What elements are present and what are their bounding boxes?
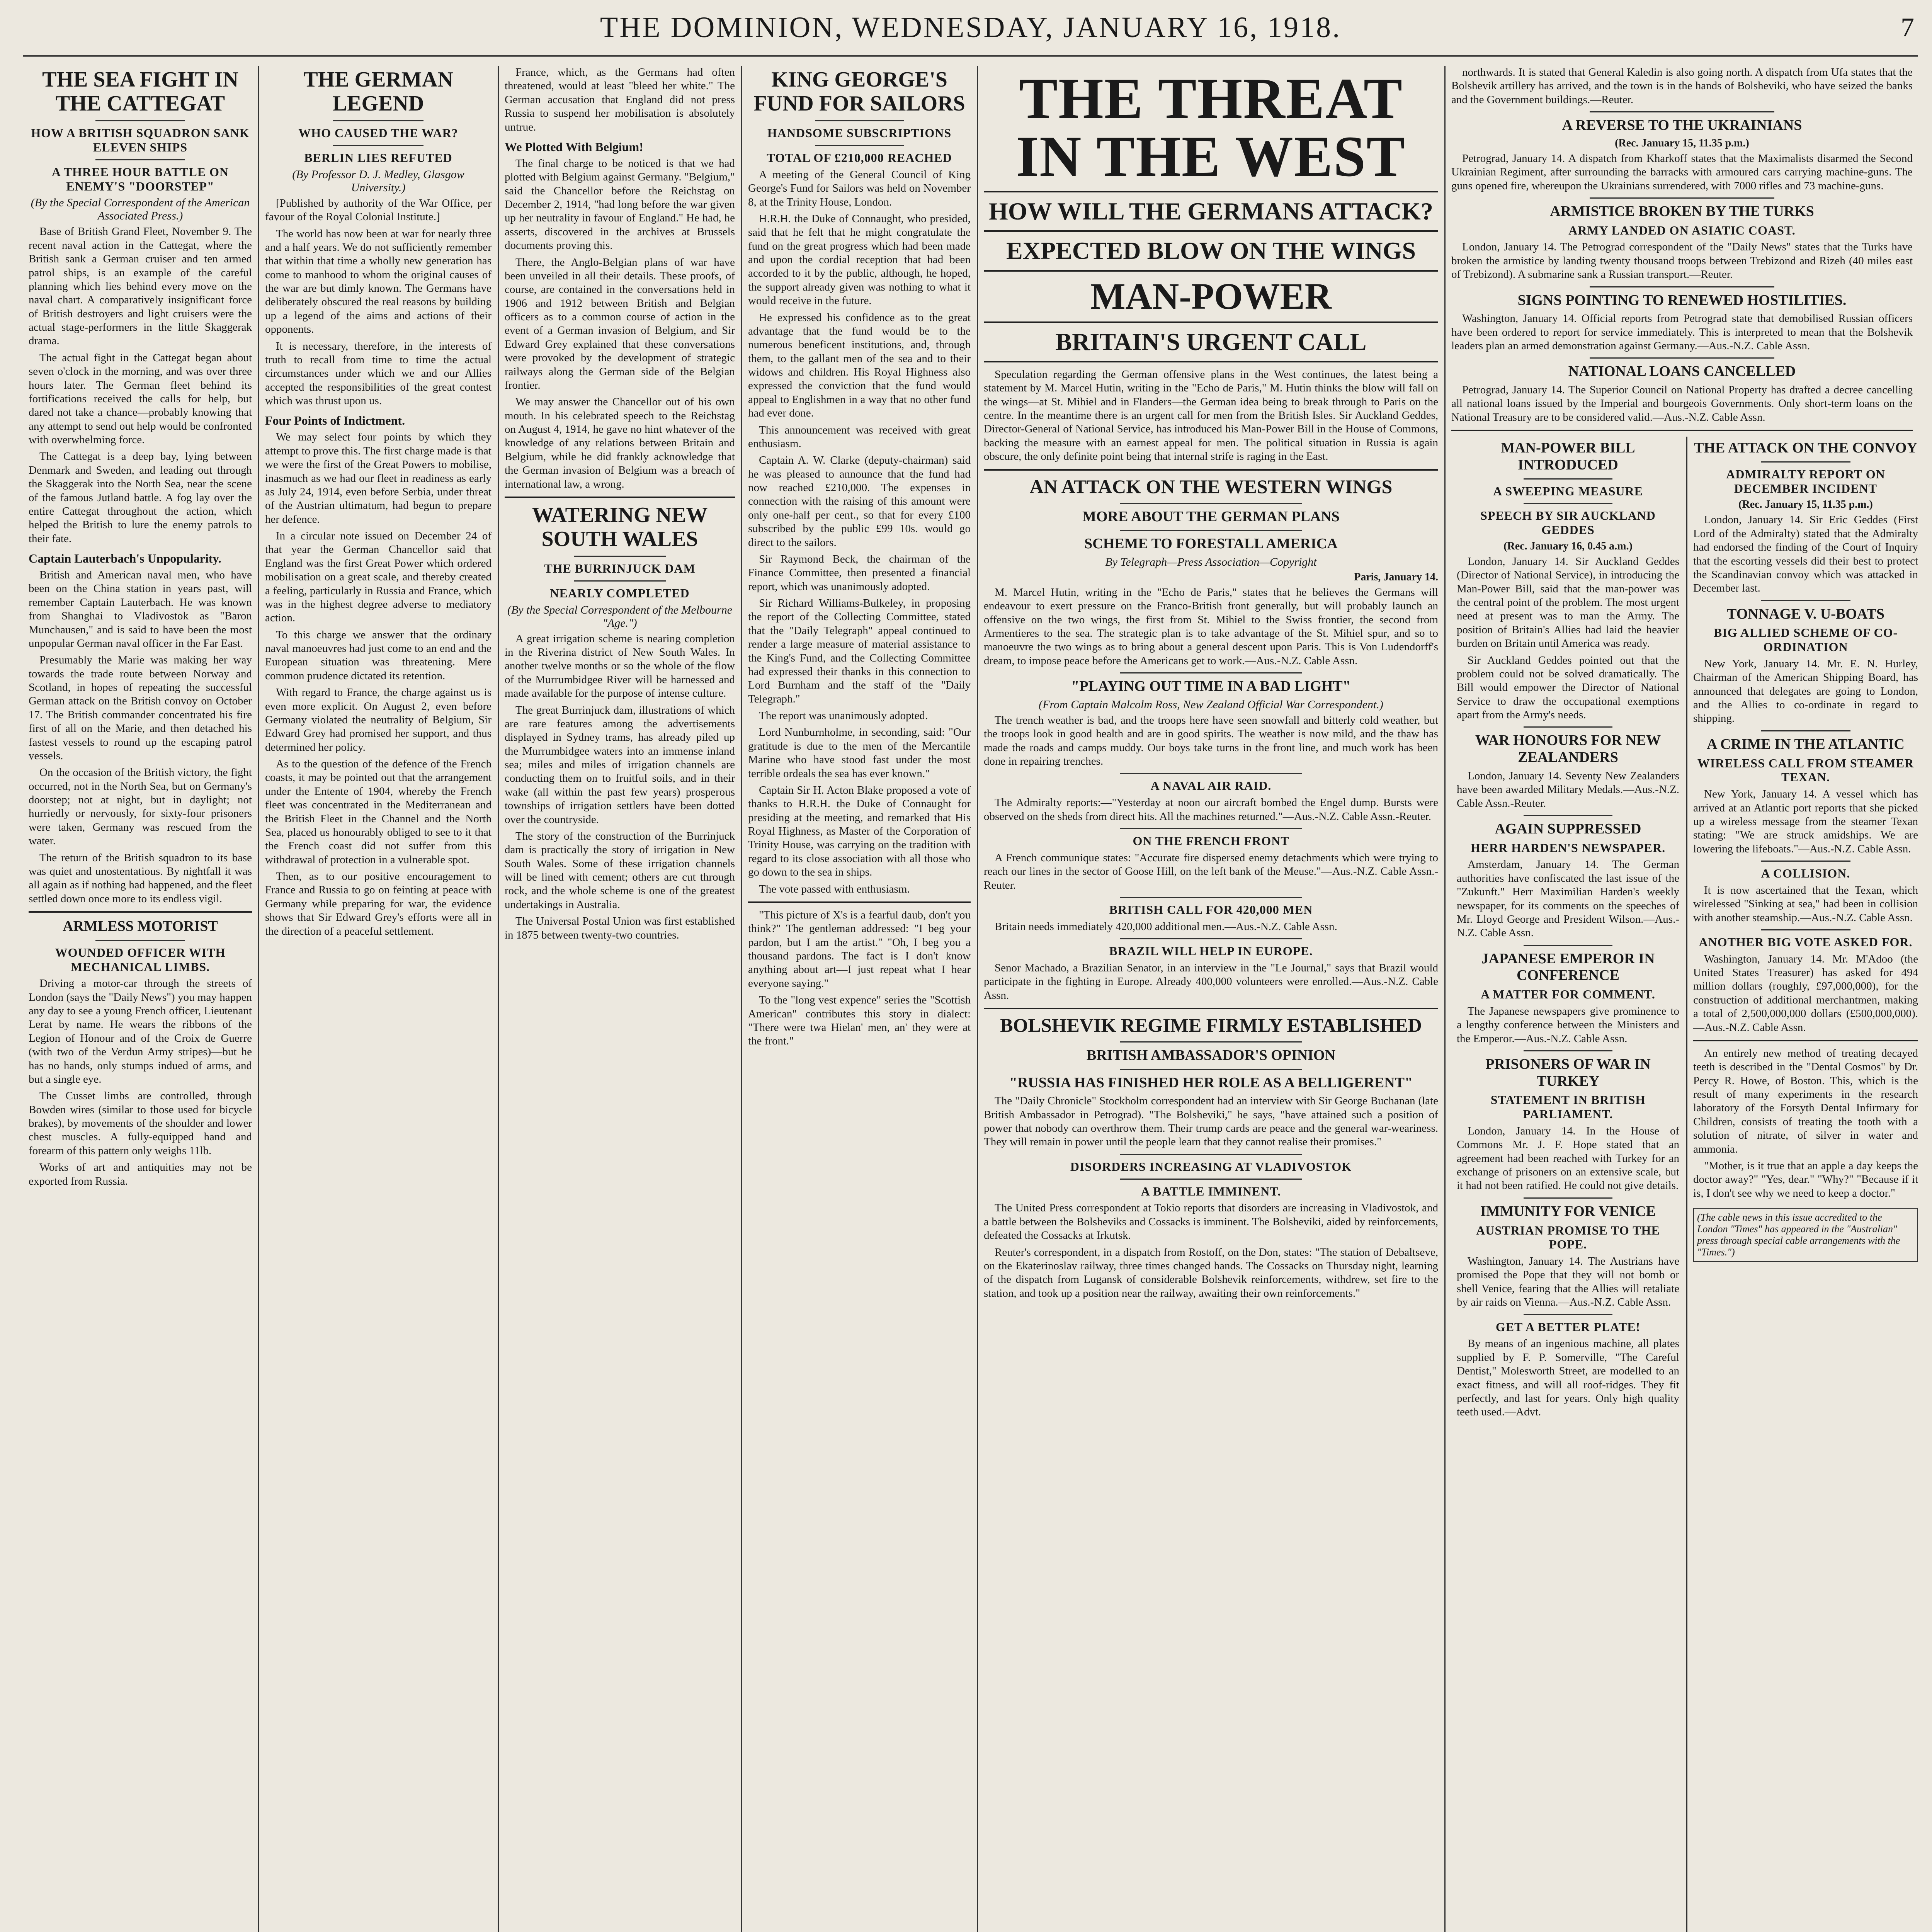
headline-threat-in-west: THE THREAT IN THE WEST bbox=[1016, 66, 1406, 189]
paragraph: Captain Sir H. Acton Blake proposed a vote of thanks to H.R.H. the Duke of Connaught for presiding at the meeting, and remarked that His Royal Highness, as Master of the Corporation of Trinity House, was carrying on the tradition with regard to its close association with all those who go down to the sea in ships. bbox=[748, 784, 971, 879]
paragraph: It is necessary, therefore, in the interests of truth to recall from time to time the actual circumstances under which we and our Allies accepted the responsibilities of the great contest which was thrust upon us. bbox=[265, 340, 492, 407]
paragraph: The vote passed with enthusiasm. bbox=[759, 883, 910, 895]
subhead: "RUSSIA HAS FINISHED HER ROLE AS A BELLIGERENT" bbox=[1009, 1074, 1413, 1091]
subhead: A MATTER FOR COMMENT. bbox=[1481, 987, 1655, 1002]
paragraph: In a circular note issued on December 24 of that year the German Chancellor said that England was the first Great Power which ordered mobilisation on a great scale, and thereby created a feeling, particularly in Russia and France, which was in the highest degree adverse to mediatory action. bbox=[265, 530, 492, 624]
paragraph: The great Burrinjuck dam, illustrations of which are rare features among the advertisements displayed in Sydney trams, has already piled up the Murrumbidgee waters into an immense inland sea; miles and miles of irrigation channels are conducting them on to fruitful soils, and in their wake (all within the past few years) prosperous townships of irrigation settlers have been dotted over the countryside. bbox=[505, 704, 735, 826]
subhead: A SWEEPING MEASURE bbox=[1493, 484, 1643, 498]
section-heading: Four Points of Indictment. bbox=[265, 413, 405, 428]
subhead: WIRELESS CALL FROM STEAMER TEXAN. bbox=[1697, 756, 1914, 784]
headline-reverse-ukrainians: A REVERSE TO THE UKRAINIANS bbox=[1562, 117, 1802, 134]
paragraph: An entirely new method of treating decayed teeth is described in the "Dental Cosmos" by Dr. Percy R. Howe, of Boston. This, which is the result of many experiments in the research laboratory of the Forsyth Dental Infirmary for Children, consists of treating the tooth with a solution of nitrate, of silver in water and ammonia. bbox=[1693, 1047, 1918, 1155]
summary-paragraph: Speculation regarding the German offensive plans in the West continues, the latest being a statement by M. Marcel Hutin, writing in the "Echo de Paris," M. Hutin thinks the blow will fall on the wings—at St. Mihiel and in Flanders—the German idea being to break through to Paris on the centre. In the meantime there is an urgent call for men from the British Isles. Sir Auckland Geddes, Director-General of National Service, has introduced his Man-Power Bill in the House of Commons, backing the measure with an earnest appeal for men. The political situation in Russia is again obscure, the only definite point being that internal strife is raging in the East. bbox=[984, 368, 1438, 463]
paragraph: Washington, January 14. The Austrians have promised the Pope that they will not bomb or shell Venice, fearing that the Allies will retaliate by air raids on Vienna.—Aus.-N.Z. Cable Assn. bbox=[1457, 1255, 1679, 1309]
paragraph: As to the question of the defence of the French coasts, it may be pointed out that the arrangement under the Entente of 1904, whereby the French fleet was concentrated in the Mediterranean and the British Fleet in the Channel and the North Sea, placed us honourably obliged to see to it that the French coast did not suffer from this withdrawal of protection in a vulnerable spot. bbox=[265, 758, 492, 866]
subhead: HOW A BRITISH SQUADRON SANK ELEVEN SHIPS bbox=[31, 126, 250, 154]
subhead: SCHEME TO FORESTALL AMERICA bbox=[1084, 536, 1338, 552]
column-rule bbox=[977, 66, 978, 1932]
subhead: BRITISH AMBASSADOR'S OPINION bbox=[1086, 1047, 1336, 1063]
sub-columns bbox=[1451, 437, 1918, 1932]
paragraph: A French communique states: "Accurate fire dispersed enemy detachments which were trying to reach our lines in the sector of Goose Hill, on the left bank of the Meuse."—Aus.-N.Z. Cable Assn.-Reuter. bbox=[984, 851, 1438, 891]
paragraph: Britain needs immediately 420,000 additional men.—Aus.-N.Z. Cable Assn. bbox=[995, 920, 1337, 933]
paragraph: Sir Auckland Geddes pointed out that the problem could not be solved dramatically. The Bill would empower the Director of National Service to draw the occupational exemptions apart from the Army's needs. bbox=[1457, 654, 1679, 721]
masthead bbox=[23, 9, 1918, 57]
headline-immunity-venice: IMMUNITY FOR VENICE bbox=[1480, 1203, 1656, 1219]
headline-war-honours: WAR HONOURS FOR NEW ZEALANDERS bbox=[1475, 732, 1661, 766]
dateline: (Rec. January 16, 0.45 a.m.) bbox=[1503, 540, 1633, 552]
subhead-man-power: MAN-POWER bbox=[1090, 275, 1332, 317]
column-rule bbox=[498, 66, 499, 1932]
headline-tonnage-u-boats: TONNAGE V. U-BOATS bbox=[1727, 605, 1884, 622]
column-4 bbox=[743, 66, 976, 1932]
subhead: EXPECTED BLOW ON THE WINGS bbox=[1006, 237, 1416, 265]
byline: (By Professor D. J. Medley, Glasgow University.) bbox=[292, 168, 464, 194]
column-7-8 bbox=[1446, 66, 1918, 1932]
paragraph: France, which, as the Germans had often threatened, would at least "bleed her white." The German accusation that England did not press Russia to suspend her mobilisation is absolutely untrue. bbox=[505, 66, 735, 133]
paragraph: Washington, January 14. Official reports from Petrograd state that demobilised Russian officers have been ordered to report for service immediately. This is interpreted to mean that the Bolshevik leaders plan an armed demonstration against Germany.—Aus.-N.Z. Cable Assn. bbox=[1451, 312, 1913, 352]
paragraph: Senor Machado, a Brazilian Senator, in an interview in the "Le Journal," says that Brazil would participate in the fighting in Europe. Already 400,000 volunteers were enrolled.—Aus.-N.Z. Cable Assn. bbox=[984, 961, 1438, 1002]
headline-vladivostok: DISORDERS INCREASING AT VLADIVOSTOK bbox=[1070, 1159, 1352, 1173]
paragraph: He expressed his confidence as to the great advantage that the fund would be to the numerous beneficent institutions, and, through them, to the gallant men of the sea and to their widows and children. His Royal Highness also expressed the conviction that the fund would appeal to Englishmen in a way that no other fund had ever done. bbox=[748, 311, 971, 420]
byline: (From Captain Malcolm Ross, New Zealand Official War Correspondent.) bbox=[1039, 698, 1383, 711]
paragraph: M. Marcel Hutin, writing in the "Echo de Paris," states that he believes the Germans will endeavour to exert pressure on the Franco-British front generally, but will probably launch an offensive on the two wings, the first from St. Mihiel to the Swiss frontier, the second from Armentieres to the sea. The strategic plan is to take advantage of the St. Mihiel spur, and so to manoeuvre the two wings as to bring about a general descent upon Paris. This is Von Ludendorff's dream, to impose peace before the Americans get to work.—Aus.-N.Z. Cable Assn. bbox=[984, 586, 1438, 667]
subhead: STATEMENT IN BRITISH PARLIAMENT. bbox=[1490, 1093, 1646, 1121]
paragraph: Sir Raymond Beck, the chairman of the Finance Committee, then presented a financial report, which was unanimously adopted. bbox=[748, 553, 971, 593]
subhead: WHO CAUSED THE WAR? bbox=[298, 126, 458, 140]
paragraph: This announcement was received with great enthusiasm. bbox=[748, 423, 971, 450]
headline-british-call: BRITISH CALL FOR 420,000 MEN bbox=[1109, 902, 1313, 917]
headline-sea-fight: THE SEA FIGHT IN THE CATTEGAT bbox=[42, 68, 238, 116]
paragraph: Base of British Grand Fleet, November 9. The recent naval action in the Cattegat, where the British sank a German cruiser and ten armed patrol ships, is an example of the careful planning which lies behind every move on the naval chart. A comparatively insignificant force of British destroyers and light cruisers were the actual stage-performers in the little Skaggerak drama. bbox=[29, 225, 252, 347]
dateline: Paris, January 14. bbox=[1354, 571, 1438, 583]
paragraph: The world has now been at war for nearly three and a half years. We do not sufficiently remember that within that time a wholly new generation has come to manhood to whom the original causes of the war are but dimly known. The Germans have deliberately obscured the real reasons by building up a legend of the aims and actions of their opponents. bbox=[265, 227, 492, 336]
paragraph: Petrograd, January 14. A dispatch from Kharkoff states that the Maximalists disarmed the Second Ukrainian Regiment, after surrounding the barracks with armoured cars carrying machine-guns. The guns opened fire, whereupon the Ukrainians surrendered, with 7000 rifles and 73 machine-guns. bbox=[1451, 152, 1913, 192]
page-number: 7 bbox=[1901, 13, 1914, 43]
headline-watering-nsw: WATERING NEW SOUTH WALES bbox=[532, 503, 708, 551]
paragraph: The Universal Postal Union was first established in 1875 between twenty-two countries. bbox=[505, 915, 735, 941]
subhead: BIG ALLIED SCHEME OF CO-ORDINATION bbox=[1713, 626, 1898, 654]
paragraph: London, January 14. Sir Auckland Geddes (Director of National Service), in introducing the Man-Power Bill, said that the man-power was the central point of the problem. The most urgent need at present was to man the Army. The position of Britain's Allies had laid the heavier burden on Britain until America was ready. bbox=[1457, 555, 1679, 650]
paragraph: To this charge we answer that the ordinary naval manoeuvres had just come to an end and the European situation was threatening. Mere common prudence dictated its retention. bbox=[265, 628, 492, 682]
paragraph: Reuter's correspondent, in a dispatch from Rostoff, on the Don, states: "The station of Debaltseve, on the Ekaterinoslav railway, three times changed hands. The Cossacks on Thursday night, learning of the dispatch from Lugansk of considerable Bolshevik reinforcements, withdrew, set fire to the station, and took up a position near the railway, awaiting their own reinforcements." bbox=[984, 1246, 1438, 1299]
column-1 bbox=[23, 66, 257, 1932]
headline-man-power-bill: MAN-POWER BILL INTRODUCED bbox=[1501, 440, 1635, 473]
paragraph: The report was unanimously adopted. bbox=[759, 709, 928, 722]
paragraph: We may select four points by which they attempt to prove this. The first charge made is that we were the first of the Great Powers to mobilise, inasmuch as we had our fleet in readiness as early as July 24, 1914, even before Serbia, under threat of the Austrian ultimatum, had begun to prepare her defence. bbox=[265, 431, 492, 526]
paragraph: Works of art and antiquities may not be exported from Russia. bbox=[29, 1161, 252, 1187]
subhead: NEARLY COMPLETED bbox=[550, 586, 690, 600]
subhead: HOW WILL THE GERMANS ATTACK? bbox=[989, 197, 1433, 225]
paragraph: Sir Richard Williams-Bulkeley, in proposing the report of the Collecting Committee, stated that the "Daily Telegraph" appeal continued to render a large measure of material assistance to the King's Fund, and the Collecting Committee had expressed their thanks in this connection to Lord Burnham and the staff of the "Daily Telegraph." bbox=[748, 597, 971, 705]
headline-big-vote: ANOTHER BIG VOTE ASKED FOR. bbox=[1699, 935, 1913, 949]
subhead: THE BURRINJUCK DAM bbox=[544, 561, 696, 576]
column-rule bbox=[1444, 66, 1446, 1932]
paragraph: A great irrigation scheme is nearing completion in the Riverina district of New South Wales. In another twelve months or so the whole of the flow of the Murrumbidgee River will be harnessed and made available for the purpose of intense culture. bbox=[505, 632, 735, 700]
byline: (By the Special Correspondent of the American Associated Press.) bbox=[31, 196, 250, 223]
headline-naval-air-raid: A NAVAL AIR RAID. bbox=[1150, 779, 1272, 793]
paragraph: "Mother, is it true that an apple a day keeps the doctor away?" "Yes, dear." "Why?" "Because if it is, I don't see why we need to keep a doctor." bbox=[1693, 1159, 1918, 1199]
column-3 bbox=[499, 66, 740, 1932]
paragraph: New York, January 14. A vessel which has arrived at an Atlantic port reports that she picked up a wireless message from the steamer Texan stating: "We are struck amidships. We are lowering the lifeboats."—Aus.-N.Z. Cable Assn. bbox=[1693, 788, 1918, 855]
headline-armless-motorist: ARMLESS MOTORIST bbox=[63, 918, 218, 935]
headline-japanese-emperor: JAPANESE EMPEROR IN CONFERENCE bbox=[1481, 950, 1655, 984]
headline-attack-on-convoy: THE ATTACK ON THE CONVOY bbox=[1694, 440, 1917, 456]
headline-prisoners-turkey: PRISONERS OF WAR IN TURKEY bbox=[1485, 1056, 1651, 1089]
paragraph: It is now ascertained that the Texan, which wirelessed "Sinking at sea," had been in collision with another steamship.—Aus.-N.Z. Cable Assn. bbox=[1693, 884, 1918, 924]
headline-bolshevik-regime: BOLSHEVIK REGIME FIRMLY ESTABLISHED bbox=[1000, 1014, 1422, 1036]
paragraph: New York, January 14. Mr. E. N. Hurley, Chairman of the American Shipping Board, has announced that delegates are going to London, and the Allies to co-ordinate in regard to shipping. bbox=[1693, 657, 1918, 725]
byline: (By the Special Correspondent of the Melbourne "Age.") bbox=[507, 603, 733, 629]
paragraph: London, January 14. In the House of Commons Mr. J. F. Hope stated that an agreement had been reached with Turkey for an exchange of prisoners on an extensive scale, but it had not been ratified. He could not give details. bbox=[1457, 1124, 1679, 1192]
paragraph: The story of the construction of the Burrinjuck dam is practically the story of irrigation in New South Wales. Some of these irrigation channels will be lined with cement; others are cut through rock, and the whole scheme is one of the greatest undertakings in Australia. bbox=[505, 830, 735, 911]
paragraph: British and American naval men, who have been on the China station in years past, will remember Captain Lauterbach. He was known from Shanghai to Vladivostok as "Baron Munchausen," and is said to have been the most unpopular German naval officer in the Far East. bbox=[29, 569, 252, 650]
paragraph: The Cattegat is a deep bay, lying between Denmark and Sweden, and leading out through the Skaggerak into the North Sea, near the scene of the famous Jutland battle. A fog lay over the entire Cattegat throughout the action, which helped the British to lure the enemy patrols to their fate. bbox=[29, 450, 252, 545]
dateline: (Rec. January 15, 11.35 p.m.) bbox=[1738, 498, 1873, 511]
headline-again-suppressed: AGAIN SUPPRESSED bbox=[1495, 820, 1641, 837]
paragraph: northwards. It is stated that General Kaledin is also going north. A dispatch from Ufa states that the Bolshevik artillery has arrived, and the town is in the hands of Bolsheviki, who have seized the banks and the Government buildings.—Reuter. bbox=[1451, 66, 1913, 106]
paragraph: "This picture of X's is a fearful daub, don't you think?" The gentleman addressed: "I beg your pardon, but I am the artist." "Oh, I beg you a thousand pardons. The fact is I don't know anything about art—I just repeat what I hear everyone saying." bbox=[748, 908, 971, 990]
paragraph: London, January 14. The Petrograd correspondent of the "Daily News" states that the Turks have broken the armistice by landing twenty thousand troops between Trebizond and Rizeh (40 miles east of Trebizond). A submarine sank a Russian transport.—Reuter. bbox=[1451, 241, 1913, 281]
subhead: ADMIRALTY REPORT ON DECEMBER INCIDENT bbox=[1726, 467, 1885, 495]
subhead: MORE ABOUT THE GERMAN PLANS bbox=[1082, 508, 1340, 525]
paragraph: Petrograd, January 14. The Superior Council on National Property has drafted a decree cancelling all national loans issued by the Imperial and bourgeois Governments. Only short-term loans on the National Treasury are to be considered valid.—Aus.-N.Z. Cable Assn. bbox=[1451, 384, 1913, 423]
headline-renewed-hostilities: SIGNS POINTING TO RENEWED HOSTILITIES. bbox=[1517, 292, 1847, 308]
paragraph: The Japanese newspapers give prominence to a lengthy conference between the Ministers and the Emperor.—Aus.-N.Z. Cable Assn. bbox=[1457, 1005, 1679, 1045]
headline-national-loans: NATIONAL LOANS CANCELLED bbox=[1568, 363, 1796, 380]
paragraph: Captain A. W. Clarke (deputy-chairman) said he was pleased to announce that the fund had now reached £210,000. The expenses in connection with the raising of this amount were only one-half per cent., so that for every £100 subscribed by the public £99 10s. would go direct to the sailors. bbox=[748, 454, 971, 549]
paragraph: The Admiralty reports:—"Yesterday at noon our aircraft bombed the Engel dump. Bursts were observed on the sheds from direct hits. All the machines returned."—Aus.-N.Z. Cable Assn.-Reuter. bbox=[984, 796, 1438, 823]
column-rule bbox=[741, 66, 742, 1932]
advertisement: By means of an ingenious machine, all plates supplied by F. P. Somerville, "The Careful Dentist," Molesworth Street, are modelled to an exact fitness, and will all roof-ridges. They fit perfectly, and last for years. Only high quality teeth used.—Advt. bbox=[1457, 1337, 1679, 1418]
paragraph: The actual fight in the Cattegat began about seven o'clock in the morning, and was over three hours later. The German fleet behind its fortifications received the calls for help, but dared not take a chance—probably knowing that any attempt to send out help would be confronted with overwhelming force. bbox=[29, 351, 252, 446]
paragraph: To the "long vest expence" series the "Scottish American" contributes this story in dialect: "There were twa Hielan' men, an' they were at the front." bbox=[748, 994, 971, 1048]
paragraph: The Cusset limbs are controlled, through Bowden wires (similar to those used for bicycle brakes), by movements of the shoulder and lower chest muscles. A fully-equipped hand and forearm of this pattern only weighs 11lb. bbox=[29, 1090, 252, 1157]
headline-playing-out-time: "PLAYING OUT TIME IN A BAD LIGHT" bbox=[1071, 678, 1351, 695]
subhead: HERR HARDEN'S NEWSPAPER. bbox=[1470, 840, 1666, 855]
subhead: AUSTRIAN PROMISE TO THE POPE. bbox=[1476, 1223, 1660, 1252]
headline-armistice-broken: ARMISTICE BROKEN BY THE TURKS bbox=[1550, 203, 1814, 219]
paragraph: [Published by authority of the War Office, per favour of the Royal Colonial Institute.] bbox=[265, 197, 492, 223]
subhead: ARMY LANDED ON ASIATIC COAST. bbox=[1568, 223, 1796, 237]
feature-threat-in-the-west bbox=[978, 66, 1444, 1932]
paragraph: London, January 14. Sir Eric Geddes (First Lord of the Admiralty) stated that the Admiralty had endorsed the finding of the Court of Inquiry that the escorting vessels did their best to protect the Scandinavian convoy which was attacked in December last. bbox=[1693, 514, 1918, 595]
byline: By Telegraph—Press Association—Copyright bbox=[1105, 555, 1317, 568]
headline-attack-western-wings: AN ATTACK ON THE WESTERN WINGS bbox=[1029, 475, 1393, 497]
headline-king-georges-fund: KING GEORGE'S FUND FOR SAILORS bbox=[753, 68, 965, 116]
dateline: (Rec. January 15, 11.35 p.m.) bbox=[1615, 137, 1749, 149]
column-rule bbox=[1686, 437, 1687, 1932]
headline-brazil: BRAZIL WILL HELP IN EUROPE. bbox=[1109, 944, 1313, 958]
paragraph: H.R.H. the Duke of Connaught, who presided, said that he felt that he might congratulate the fund on the great progress which had been made and upon the cordial reception that had been accorded to it by the public, although, he hoped, the support already given was nothing to what it would receive in the future. bbox=[748, 212, 971, 307]
paragraph: Lord Nunburnholme, in seconding, said: "Our gratitude is due to the men of the Mercantile Marine who have stood fast under the most terrible ordeals the sea has ever known." bbox=[748, 726, 971, 780]
headline-french-front: ON THE FRENCH FRONT bbox=[1133, 833, 1289, 848]
paragraph: The United Press correspondent at Tokio reports that disorders are increasing in Vladivostok, and a battle between the Bolsheviks and Cossacks is imminent. The Bolsheviki, aided by reinforcements, defeated the Cossacks at Irkutsk. bbox=[984, 1202, 1438, 1242]
paragraph: On the occasion of the British victory, the fight occurred, not in the North Sea, but on Germany's doorstep; not at night, but in daylight; not hurriedly or nervously, for sixty-four prisoners were taken, Germany was rescued from the water. bbox=[29, 766, 252, 847]
paragraph: The "Daily Chronicle" Stockholm correspondent had an interview with Sir George Buchanan (late British Ambassador in Petrograd). "The Bolsheviki," he says, "have attained such a position of power that nobody can overthrow them. Their trump cards are peace and the general war-weariness. They will remain in power until the people learn that they cannot realise their promises." bbox=[984, 1095, 1438, 1148]
paragraph: Presumably the Marie was making her way towards the trade route between Norway and Scotland, in hopes of repeating the successful German attack on the British convoy on October 17. The British commander concentrated his fire first of all on the Marie, and then detached his fastest vessels to round up the escaping patrol vessels. bbox=[29, 654, 252, 762]
column-2 bbox=[260, 66, 497, 1932]
paragraph: A meeting of the General Council of King George's Fund for Sailors was held on November 8, at the Trinity House, London. bbox=[748, 168, 971, 208]
paragraph: The return of the British squadron to its base was quiet and unostentatious. By nightfall it was all again as if nothing had happened, and the fleet settled down once more to its endless vigil. bbox=[29, 851, 252, 905]
paragraph: The trench weather is bad, and the troops here have seen snowfall and bitterly cold weather, but the troops look in good health and are in good spirits. The weather is now mild, and the thaw has made the roads and camps muddy. Our boys take turns in the front line, and much work has been done in repairing trenches. bbox=[984, 714, 1438, 768]
subhead: HANDSOME SUBSCRIPTIONS bbox=[767, 126, 952, 140]
section-heading: We Plotted With Belgium! bbox=[505, 139, 643, 154]
column-7 bbox=[1451, 437, 1685, 1932]
headline-better-plate: GET A BETTER PLATE! bbox=[1495, 1320, 1641, 1334]
paragraph: Then, as to our positive encouragement to France and Russia to go on feinting at peace with Germany while preparing for war, the evidence shows that Sir Edward Grey's efforts were all in the direction of a peaceful settlement. bbox=[265, 870, 492, 937]
paragraph: Amsterdam, January 14. The German authorities have confiscated the last issue of the "Zukunft." Herr Maximilian Harden's weekly newspaper, for its comments on the speeches of Mr. Lloyd George and President Wilson.—Aus.-N.Z. Cable Assn. bbox=[1457, 858, 1679, 939]
column-8 bbox=[1688, 437, 1918, 1932]
subhead: A THREE HOUR BATTLE ON ENEMY'S "DOORSTEP" bbox=[51, 165, 229, 193]
masthead-title: THE DOMINION, WEDNESDAY, JANUARY 16, 1918. bbox=[600, 11, 1342, 44]
headline-crime-atlantic: A CRIME IN THE ATLANTIC bbox=[1707, 736, 1905, 752]
paragraph: With regard to France, the charge against us is even more explicit. On August 2, even before Germany violated the neutrality of Belgium, Sir Edward Grey had promised her support, and thus determined her policy. bbox=[265, 686, 492, 753]
subhead: BRITAIN'S URGENT CALL bbox=[1055, 328, 1367, 355]
paragraph: There, the Anglo-Belgian plans of war have been unveiled in all their details. These proofs, of course, are contained in the conversations held in 1906 and 1912 between British and Belgian officers as to a common course of action in the event of a German invasion of Belgium, and Sir Edward Grey explained that these conversations were provoked by the development of strategic railways along the German side of the Belgian frontier. bbox=[505, 256, 735, 391]
headline-collision: A COLLISION. bbox=[1761, 866, 1850, 881]
subhead: SPEECH BY SIR AUCKLAND GEDDES bbox=[1480, 509, 1656, 537]
paragraph: We may answer the Chancellor out of his own mouth. In his celebrated speech to the Reichstag on August 4, 1914, he gave no hint whatever of the knowledge of any relations between Britain and Belgium, while he did frankly acknowledge that the German invasion of Belgium was a breach of international law, a wrong. bbox=[505, 396, 735, 490]
subhead: A BATTLE IMMINENT. bbox=[1141, 1184, 1281, 1198]
paragraph: The final charge to be noticed is that we had plotted with Belgium against Germany. "Belgium," said the Chancellor before the Reichstag on December 2, 1914, "had long before the war given up her neutrality in favour of England." He had, he asserts, discovered in the archives at Brussels documents proving this. bbox=[505, 157, 735, 252]
subhead: TOTAL OF £210,000 REACHED bbox=[767, 150, 952, 165]
subhead: WOUNDED OFFICER WITH MECHANICAL LIMBS. bbox=[55, 945, 226, 974]
headline-german-legend: THE GERMAN LEGEND bbox=[303, 68, 453, 116]
subhead: BERLIN LIES REFUTED bbox=[304, 150, 452, 165]
paragraph: Washington, January 14. Mr. M'Adoo (the United States Treasurer) has asked for 494 million dollars (roughly, £97,000,000), for the construction of additional merchantmen, making a total of 2,500,000,000 dollars (£500,000,000).—Aus.-N.Z. Cable Assn. bbox=[1693, 952, 1918, 1034]
paragraph: London, January 14. Seventy New Zealanders have been awarded Military Medals.—Aus.-N.Z. Cable Assn.-Reuter. bbox=[1457, 769, 1679, 810]
column-rule bbox=[258, 66, 259, 1932]
section-heading: Captain Lauterbach's Unpopularity. bbox=[29, 551, 221, 565]
cable-news-note: (The cable news in this issue accredited to the London "Times" has appeared in the "Australian" press through special cable arrangements with the "Times.") bbox=[1693, 1208, 1918, 1262]
paragraph: Driving a motor-car through the streets of London (says the "Daily News") you may happen any day to see a young French officer, Lieutenant Lerat by name. He wears the ribbons of the Legion of Honour and of the Croix de Guerre (with two of the Verdun Army stripes)—but he has no hands, only stumps indued of arms, and but a single eye. bbox=[29, 977, 252, 1085]
